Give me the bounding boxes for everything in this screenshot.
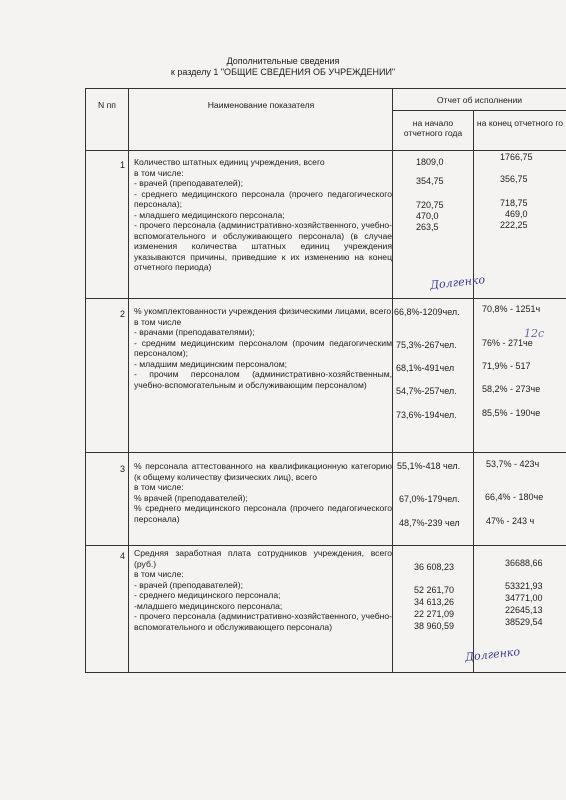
document-title-line2: к разделу 1 "ОБЩИЕ СВЕДЕНИЯ ОБ УЧРЕЖДЕНИИ" <box>170 67 396 77</box>
value-end: 36688,66 <box>505 558 543 568</box>
value-end: 76% - 271че <box>482 338 533 348</box>
value-start: 36 608,23 <box>414 562 455 572</box>
value-end: 53,7% - 423ч <box>486 459 540 469</box>
value-start: 75,3%-267чел. <box>396 340 457 350</box>
description-line: % укомплектованности учреждения физическими лицами, всего <box>134 306 392 316</box>
header-num: N пп <box>98 100 116 110</box>
description-line: Средняя заработная плата сотрудников учреждения, всего (руб.) <box>134 548 392 569</box>
value-start: 720,75 <box>416 200 444 210</box>
value-end: 34771,00 <box>505 593 543 603</box>
value-start: 354,75 <box>416 176 444 186</box>
header-report: Отчет об исполнении <box>436 95 523 105</box>
document-title-line1: Дополнительные сведения <box>226 56 340 66</box>
description-line: - врачей (преподавателей); <box>134 579 243 590</box>
value-start: 48,7%-239 чел <box>399 518 460 528</box>
col-divider-num <box>128 88 129 673</box>
description-line: - прочего персонала (административно-хозяйственного, учебно-вспомогательного и обслуживающего персонала) <box>134 611 392 632</box>
value-start: 73,6%-194чел. <box>396 410 457 420</box>
value-start: 470,0 <box>416 211 439 221</box>
value-start: 54,7%-257чел. <box>396 386 457 396</box>
description-line: % персонала аттестованного на квалификационную категорию (к общему количеству физических лиц), всего <box>134 461 392 482</box>
header-divider <box>392 110 566 111</box>
header-name: Наименование показателя <box>207 100 315 110</box>
row-number: 1 <box>119 160 125 170</box>
table-border-top <box>85 88 566 89</box>
value-end: 70,8% - 1251ч <box>482 304 541 314</box>
value-end: 356,75 <box>500 174 528 184</box>
value-start: 52 261,70 <box>414 585 455 595</box>
value-end: 66,4% - 180че <box>485 492 544 502</box>
description-line: в том числе <box>134 316 182 327</box>
description-line: - прочим персоналом (административно-хозяйственным, учебно-вспомогательным и обслуживающим персоналом) <box>134 369 392 390</box>
row-description <box>134 157 392 273</box>
row-divider-3 <box>85 545 566 546</box>
description-line: в том числе: <box>134 569 184 579</box>
value-start: 67,0%-179чел. <box>399 494 460 504</box>
value-start: 22 271,09 <box>414 609 455 619</box>
description-line: в том числе: <box>134 167 184 178</box>
value-start: 34 613,26 <box>414 597 455 607</box>
col-divider-name <box>392 88 393 673</box>
value-start: 55,1%-418 чел. <box>397 461 461 471</box>
description-line: - среднего медицинского персонала (прочего педагогического персонала); <box>134 188 392 209</box>
description-line: - врачей (преподавателей); <box>134 178 243 188</box>
value-start: 38 960,59 <box>414 621 455 631</box>
row-number: 2 <box>119 309 125 319</box>
value-end: 71,9% - 517 <box>482 361 531 371</box>
description-line: Количество штатных единиц учреждения, всего <box>134 157 325 167</box>
description-line: % врачей (преподавателей); <box>134 492 248 503</box>
value-end: 718,75 <box>500 198 528 208</box>
row-description <box>134 461 392 524</box>
description-line: - младшим медицинским персоналом; <box>134 358 287 369</box>
value-end: 222,25 <box>500 220 528 230</box>
row-description <box>134 548 392 632</box>
value-end: 38529,54 <box>505 617 543 627</box>
table-border-bottom <box>85 672 566 673</box>
description-line: % среднего медицинского персонала (прочего педагогического персонала) <box>134 503 392 524</box>
handwritten-mark: 12с <box>524 327 545 340</box>
row-number: 4 <box>119 551 125 561</box>
handwritten-signature: Долгенко <box>429 273 486 292</box>
header-bottom-line <box>85 150 566 151</box>
description-line: - средним медицинским персоналом (прочим педагогическим персоналом); <box>134 337 392 358</box>
value-end: 53321,93 <box>505 581 543 591</box>
row-description <box>134 306 392 390</box>
header-start: на начало отчетного года <box>403 118 463 139</box>
value-start: 66,8%-1209чел. <box>394 307 460 317</box>
value-end: 47% - 243 ч <box>486 516 535 526</box>
value-start: 263,5 <box>416 222 439 232</box>
row-divider-2 <box>85 452 566 453</box>
row-divider-1 <box>85 298 566 299</box>
value-start: 1809,0 <box>416 157 444 167</box>
row-number: 3 <box>119 464 125 474</box>
table-border-left <box>85 88 86 673</box>
description-line: -младшего медицинского персонала; <box>134 600 283 611</box>
value-end: 22645,13 <box>505 605 543 615</box>
value-end: 469,0 <box>505 209 528 219</box>
description-line: - младшего медицинского персонала; <box>134 209 285 220</box>
description-line: в том числе: <box>134 482 184 492</box>
value-end: 85,5% - 190че <box>482 408 541 418</box>
col-divider-start <box>473 110 474 673</box>
header-end: на конец отчетного го <box>476 118 564 128</box>
description-line: - врачами (преподавателями); <box>134 327 255 337</box>
description-line: - прочего персонала (административно-хозяйственного, учебно-вспомогательного и обслуживающего персонала) (в случае изменения количества штатных единиц учреждения указываются причины, приведшие к их изменению на конец отчетного периода) <box>134 220 392 272</box>
value-start: 68,1%-491чел <box>396 363 455 373</box>
handwritten-signature: Долгенко <box>464 645 521 664</box>
value-end: 58,2% - 273че <box>482 384 541 394</box>
value-end: 1766,75 <box>500 152 533 162</box>
description-line: - среднего медицинского персонала; <box>134 590 281 600</box>
